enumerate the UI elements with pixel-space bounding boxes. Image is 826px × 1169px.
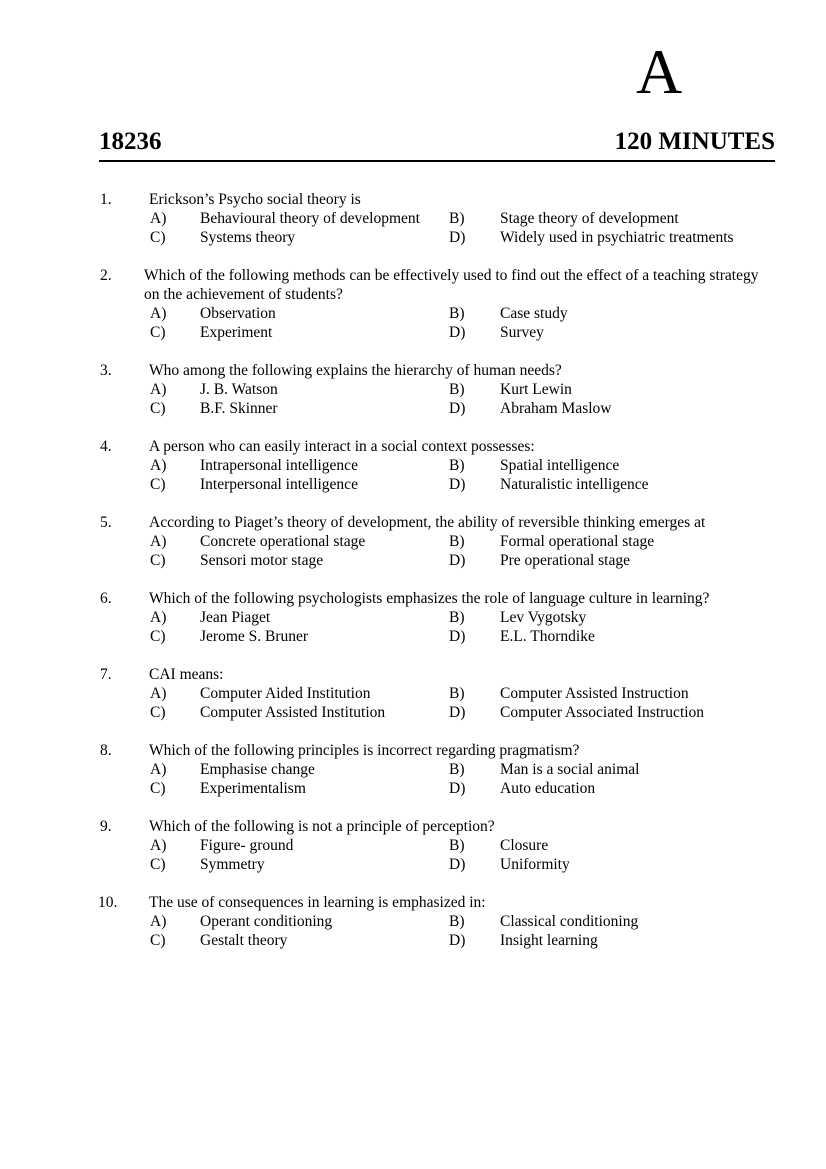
question-text: Which of the following psychologists emphasizes the role of language culture in learning? (149, 590, 710, 607)
option-row (0, 760, 826, 779)
option-row (0, 399, 826, 418)
option-text: Abraham Maslow (500, 400, 612, 417)
question (0, 513, 826, 570)
option-letter: B) (449, 913, 465, 930)
option-text: Pre operational stage (500, 552, 630, 569)
option-text: Behavioural theory of development (200, 210, 420, 227)
option-text: Jean Piaget (200, 609, 271, 626)
option-letter: D) (449, 704, 466, 721)
question (0, 361, 826, 418)
option-letter: A) (150, 533, 167, 550)
question-number: 3. (100, 362, 112, 379)
option-text: Auto education (500, 780, 596, 797)
option-letter: B) (449, 457, 465, 474)
question-number: 5. (100, 514, 112, 531)
option-text: E.L. Thorndike (500, 628, 595, 645)
option-letter: D) (449, 628, 466, 645)
question-list (0, 190, 826, 969)
option-letter: B) (449, 609, 465, 626)
option-row (0, 228, 826, 247)
option-letter: B) (449, 381, 465, 398)
paper-code: 18236 (99, 128, 162, 155)
option-text: Naturalistic intelligence (500, 476, 649, 493)
option-row (0, 532, 826, 551)
option-row (0, 912, 826, 931)
question-text: Erickson’s Psycho social theory is (149, 191, 361, 208)
option-letter: C) (150, 856, 166, 873)
option-row (0, 703, 826, 722)
option-text: Lev Vygotsky (500, 609, 587, 626)
question-number: 8. (100, 742, 112, 759)
question (0, 741, 826, 798)
option-letter: C) (150, 400, 166, 417)
option-letter: A) (150, 609, 167, 626)
option-text: Uniformity (500, 856, 570, 873)
option-letter: A) (150, 210, 167, 227)
question-text: A person who can easily interact in a social context possesses: (149, 438, 535, 455)
option-row (0, 456, 826, 475)
option-text: Symmetry (200, 856, 265, 873)
option-letter: B) (449, 761, 465, 778)
duration: 120 MINUTES (614, 128, 775, 155)
option-letter: A) (150, 761, 167, 778)
option-text: Observation (200, 305, 276, 322)
option-text: Widely used in psychiatric treatments (500, 229, 734, 246)
question-number: 6. (100, 590, 112, 607)
option-text: Computer Aided Institution (200, 685, 371, 702)
option-letter: D) (449, 552, 466, 569)
option-letter: B) (449, 837, 465, 854)
option-text: Experimentalism (200, 780, 306, 797)
option-text: Gestalt theory (200, 932, 288, 949)
option-letter: C) (150, 324, 166, 341)
option-text: Stage theory of development (500, 210, 679, 227)
option-letter: B) (449, 685, 465, 702)
option-text: Operant conditioning (200, 913, 333, 930)
question-number: 10. (98, 894, 118, 911)
option-letter: C) (150, 552, 166, 569)
option-letter: D) (449, 932, 466, 949)
question-text: CAI means: (149, 666, 224, 683)
option-letter: D) (449, 476, 466, 493)
option-text: B.F. Skinner (200, 400, 278, 417)
question (0, 817, 826, 874)
option-text: Man is a social animal (500, 761, 640, 778)
question-text: According to Piaget’s theory of development, the ability of reversible thinking emerges at (149, 514, 706, 531)
question-text: The use of consequences in learning is emphasized in: (149, 894, 486, 911)
option-text: Systems theory (200, 229, 296, 246)
option-text: J. B. Watson (200, 381, 278, 398)
option-text: Emphasise change (200, 761, 315, 778)
option-text: Intrapersonal intelligence (200, 457, 358, 474)
option-letter: A) (150, 305, 167, 322)
option-text: Survey (500, 324, 544, 341)
option-letter: C) (150, 780, 166, 797)
option-text: Interpersonal intelligence (200, 476, 358, 493)
question (0, 437, 826, 494)
question (0, 589, 826, 646)
option-row (0, 836, 826, 855)
option-letter: A) (150, 457, 167, 474)
option-letter: A) (150, 685, 167, 702)
question-number: 1. (100, 191, 112, 208)
option-text: Concrete operational stage (200, 533, 366, 550)
option-letter: A) (150, 381, 167, 398)
question-number: 9. (100, 818, 112, 835)
option-row (0, 551, 826, 570)
question-number: 2. (100, 267, 112, 284)
option-letter: D) (449, 400, 466, 417)
option-text: Insight learning (500, 932, 598, 949)
option-letter: C) (150, 229, 166, 246)
question-text: Which of the following is not a principle of perception? (149, 818, 495, 835)
option-text: Computer Associated Instruction (500, 704, 705, 721)
option-text: Spatial intelligence (500, 457, 620, 474)
option-letter: A) (150, 913, 167, 930)
option-text: Computer Assisted Institution (200, 704, 386, 721)
option-letter: C) (150, 704, 166, 721)
option-row (0, 304, 826, 323)
option-row (0, 323, 826, 342)
question-text: Which of the following methods can be effectively used to find out the effect of a teaching strategy on the achievement of students? (144, 267, 759, 303)
question-number: 4. (100, 438, 112, 455)
option-row (0, 779, 826, 798)
question-number: 7. (100, 666, 112, 683)
question (0, 266, 826, 342)
option-letter: C) (150, 628, 166, 645)
option-row (0, 380, 826, 399)
option-letter: B) (449, 533, 465, 550)
option-text: Formal operational stage (500, 533, 655, 550)
question (0, 665, 826, 722)
option-text: Classical conditioning (500, 913, 639, 930)
option-row (0, 684, 826, 703)
option-letter: A) (150, 837, 167, 854)
question (0, 893, 826, 950)
option-letter: C) (150, 932, 166, 949)
option-text: Case study (500, 305, 568, 322)
option-text: Figure- ground (200, 837, 294, 854)
option-letter: C) (150, 476, 166, 493)
option-text: Experiment (200, 324, 273, 341)
option-text: Computer Assisted Instruction (500, 685, 689, 702)
option-text: Closure (500, 837, 549, 854)
option-letter: D) (449, 324, 466, 341)
option-text: Kurt Lewin (500, 381, 572, 398)
option-row (0, 608, 826, 627)
option-row (0, 627, 826, 646)
option-row (0, 209, 826, 228)
question (0, 190, 826, 247)
option-row (0, 931, 826, 950)
option-letter: B) (449, 210, 465, 227)
option-text: Sensori motor stage (200, 552, 324, 569)
question-text: Which of the following principles is incorrect regarding pragmatism? (149, 742, 580, 759)
option-letter: D) (449, 780, 466, 797)
option-row (0, 855, 826, 874)
option-letter: D) (449, 229, 466, 246)
paper-header (99, 126, 775, 162)
series-label: A (636, 36, 683, 107)
option-text: Jerome S. Bruner (200, 628, 309, 645)
option-row (0, 475, 826, 494)
option-letter: B) (449, 305, 465, 322)
question-text: Who among the following explains the hierarchy of human needs? (149, 362, 562, 379)
option-letter: D) (449, 856, 466, 873)
